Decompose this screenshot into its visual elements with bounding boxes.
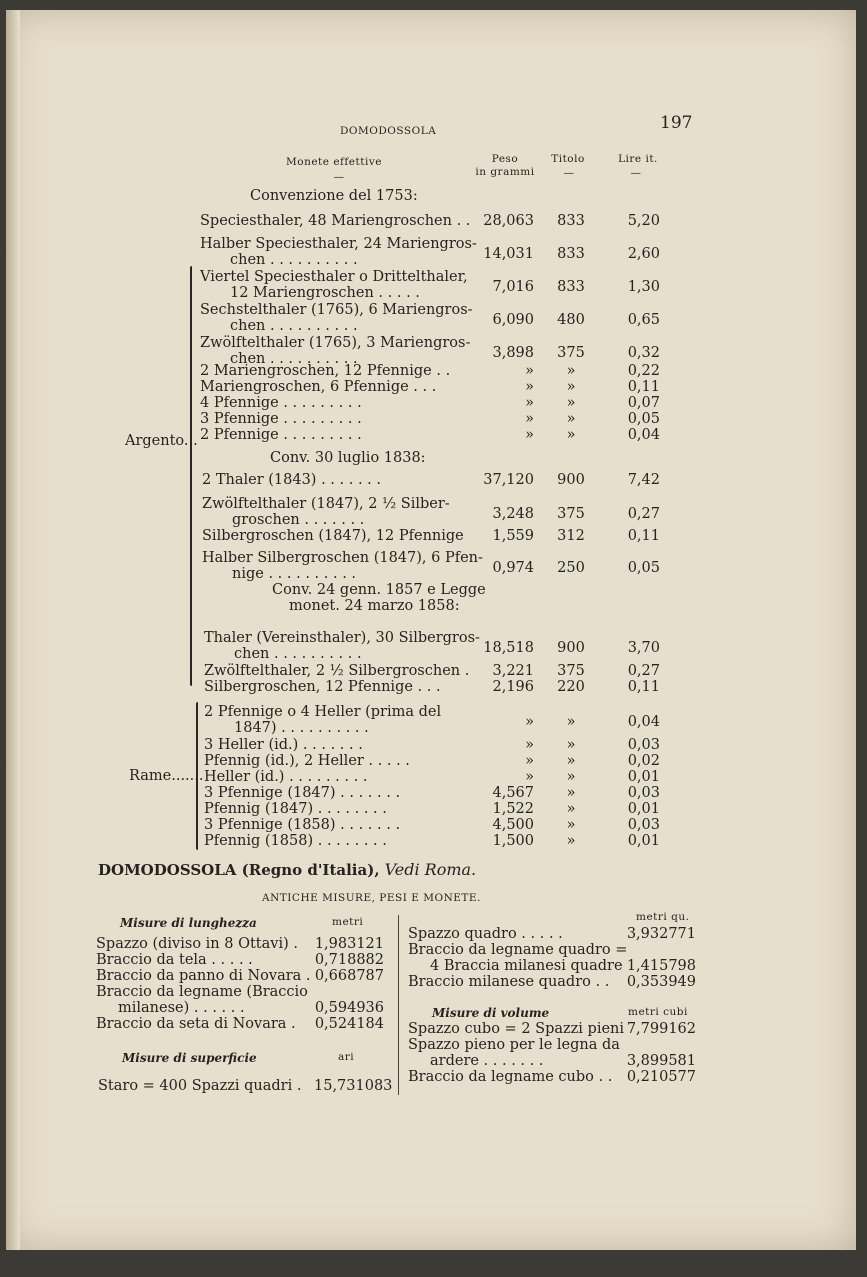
measure-value: 3,899581 bbox=[626, 1053, 696, 1069]
coin-value: 0,05 bbox=[627, 560, 660, 576]
coin-name: Speciesthaler, 48 Mariengroschen . . bbox=[200, 213, 471, 229]
coin-value: 1,30 bbox=[627, 279, 660, 295]
coin-name: Halber Speciesthaler, 24 Mariengros- bbox=[200, 236, 477, 252]
coin-fineness: 375 bbox=[557, 506, 585, 522]
coin-weight: » bbox=[525, 714, 534, 730]
coin-name: Sechstelthaler (1765), 6 Mariengros- bbox=[200, 302, 473, 318]
coin-fineness: 900 bbox=[557, 640, 585, 656]
measure-name-cont: ardere . . . . . . . bbox=[430, 1053, 544, 1069]
entry-heading bbox=[98, 862, 476, 878]
section-heading-1857-line1: Conv. 24 genn. 1857 e Legge bbox=[272, 582, 486, 598]
coin-weight: » bbox=[525, 737, 534, 753]
coin-name-cont: chen . . . . . . . . . . bbox=[230, 351, 358, 367]
entry-heading-bold: DOMODOSSOLA (Regno d'Italia), bbox=[98, 861, 380, 879]
surface-unit: ari bbox=[338, 1051, 355, 1063]
measure-name: Spazzo cubo = 2 Spazzi pieni bbox=[408, 1021, 625, 1037]
page-spine-shadow bbox=[6, 10, 20, 1250]
copper-brace bbox=[196, 702, 198, 850]
coin-name: Pfennig (1858) . . . . . . . . bbox=[204, 833, 387, 849]
coin-value: 0,65 bbox=[627, 312, 660, 328]
measure-name: Braccio da tela . . . . . bbox=[96, 952, 253, 968]
length-title: Misure di lunghezza bbox=[120, 916, 257, 930]
section-heading-1753: Convenzione del 1753: bbox=[250, 188, 418, 204]
coin-weight: 2,196 bbox=[492, 679, 534, 695]
measure-value: 3,932771 bbox=[626, 926, 696, 942]
group-label-silver: Argento... bbox=[125, 433, 198, 449]
coin-fineness: » bbox=[566, 363, 576, 379]
coin-weight: 28,063 bbox=[483, 213, 534, 229]
coin-weight: 0,974 bbox=[492, 560, 534, 576]
coin-name: Zwölftelthaler, 2 ½ Silbergroschen . bbox=[204, 663, 470, 679]
coin-name: Halber Silbergroschen (1847), 6 Pfen- bbox=[202, 550, 483, 566]
coin-name: Silbergroschen, 12 Pfennige . . . bbox=[204, 679, 441, 695]
coin-name: 2 Pfennige o 4 Heller (prima del bbox=[204, 704, 442, 720]
coin-value: 3,70 bbox=[627, 640, 660, 656]
coin-fineness: » bbox=[566, 737, 576, 753]
coin-fineness: » bbox=[566, 833, 576, 849]
measure-value: 0,524184 bbox=[314, 1016, 384, 1032]
coin-name: 2 Mariengroschen, 12 Pfennige . . bbox=[200, 363, 451, 379]
coin-weight: 6,090 bbox=[492, 312, 534, 328]
coin-value: 0,04 bbox=[627, 714, 660, 730]
col-header-value: Lire it. bbox=[618, 153, 658, 165]
coin-fineness: » bbox=[566, 817, 576, 833]
coin-fineness: » bbox=[566, 785, 576, 801]
coin-name-cont: 12 Mariengroschen . . . . . bbox=[230, 285, 420, 301]
coin-weight: » bbox=[525, 769, 534, 785]
coin-name-cont: 1847) . . . . . . . . . . bbox=[234, 720, 369, 736]
measure-name: Braccio da legname (Braccio bbox=[96, 984, 308, 1000]
coin-weight: » bbox=[525, 427, 534, 443]
coin-value: 0,01 bbox=[627, 769, 660, 785]
running-title: DOMODOSSOLA bbox=[340, 125, 437, 137]
coin-weight: » bbox=[525, 379, 534, 395]
col-header-weight: Peso bbox=[491, 153, 519, 165]
coin-name: Silbergroschen (1847), 12 Pfennige bbox=[202, 528, 464, 544]
coin-value: 0,32 bbox=[627, 345, 660, 361]
coin-fineness: » bbox=[566, 427, 576, 443]
coin-fineness: » bbox=[566, 714, 576, 730]
coin-name: Zwölftelthaler (1765), 3 Mariengros- bbox=[200, 335, 471, 351]
coin-name-cont: chen . . . . . . . . . . bbox=[234, 646, 362, 662]
coin-weight: 14,031 bbox=[483, 246, 534, 262]
coin-name: 3 Pfennige (1847) . . . . . . . bbox=[204, 785, 401, 801]
coin-value: 0,22 bbox=[627, 363, 660, 379]
measure-name: Braccio milanese quadro . . bbox=[408, 974, 610, 990]
col-header-fineness: Titolo bbox=[551, 153, 585, 165]
coin-name: Heller (id.) . . . . . . . . . bbox=[204, 769, 368, 785]
volume-unit: metri cubi bbox=[628, 1006, 688, 1018]
coin-weight: 1,522 bbox=[492, 801, 534, 817]
measure-value: 0,718882 bbox=[314, 952, 384, 968]
coin-value: 0,02 bbox=[627, 753, 660, 769]
coin-value: 5,20 bbox=[627, 213, 660, 229]
col-header-coins: Monete effettive bbox=[286, 156, 382, 168]
coin-value: 0,07 bbox=[627, 395, 660, 411]
measure-value: 0,210577 bbox=[626, 1069, 696, 1085]
measure-value: 0,594936 bbox=[314, 1000, 384, 1016]
coin-name: 2 Pfennige . . . . . . . . . bbox=[200, 427, 362, 443]
measure-value: 7,799162 bbox=[626, 1021, 696, 1037]
coin-name: 2 Thaler (1843) . . . . . . . bbox=[202, 472, 381, 488]
measure-name-cont: milanese) . . . . . . bbox=[118, 1000, 245, 1016]
coin-value: 0,05 bbox=[627, 411, 660, 427]
coin-weight: 18,518 bbox=[483, 640, 534, 656]
measure-name: Spazzo pieno per le legna da bbox=[408, 1037, 620, 1053]
coin-value: 0,11 bbox=[627, 528, 660, 544]
entry-heading-italic: Vedi Roma. bbox=[384, 860, 477, 879]
coin-value: 0,03 bbox=[627, 785, 660, 801]
silver-brace bbox=[190, 266, 192, 686]
coin-name: 3 Heller (id.) . . . . . . . bbox=[204, 737, 363, 753]
coin-value: 7,42 bbox=[627, 472, 660, 488]
coin-value: 0,01 bbox=[627, 801, 660, 817]
measure-value: 15,731083 bbox=[314, 1078, 393, 1094]
measure-value: 0,353949 bbox=[626, 974, 696, 990]
coin-name: Pfennig (id.), 2 Heller . . . . . bbox=[204, 753, 410, 769]
coin-value: 0,27 bbox=[627, 663, 660, 679]
measure-name: Braccio da legname cubo . . bbox=[408, 1069, 613, 1085]
measure-name: Braccio da seta di Novara . bbox=[96, 1016, 296, 1032]
measure-value: 1,415798 bbox=[626, 958, 696, 974]
coin-fineness: 833 bbox=[557, 279, 585, 295]
coin-weight: 1,500 bbox=[492, 833, 534, 849]
col-header-weight-sub: in grammi bbox=[475, 166, 535, 178]
measure-name: Spazzo quadro . . . . . bbox=[408, 926, 563, 942]
coin-value: 0,04 bbox=[627, 427, 660, 443]
coin-weight: 3,898 bbox=[492, 345, 534, 361]
measure-name: Braccio da panno di Novara . bbox=[96, 968, 311, 984]
group-label-copper: Rame....... bbox=[129, 768, 204, 784]
measure-value: 1,983121 bbox=[314, 936, 384, 952]
coin-fineness: 900 bbox=[557, 472, 585, 488]
coin-fineness: » bbox=[566, 395, 576, 411]
measure-name: Staro = 400 Spazzi quadri . bbox=[98, 1078, 302, 1094]
coin-fineness: 375 bbox=[557, 345, 585, 361]
coin-value: 0,03 bbox=[627, 817, 660, 833]
coin-value: 0,03 bbox=[627, 737, 660, 753]
coin-weight: » bbox=[525, 411, 534, 427]
coin-weight: 1,559 bbox=[492, 528, 534, 544]
coin-name: 4 Pfennige . . . . . . . . . bbox=[200, 395, 362, 411]
coin-weight: » bbox=[525, 753, 534, 769]
coin-name-cont: groschen . . . . . . . bbox=[232, 512, 365, 528]
coin-value: 2,60 bbox=[627, 246, 660, 262]
coin-name-cont: nige . . . . . . . . . . bbox=[232, 566, 357, 582]
coin-weight: » bbox=[525, 363, 534, 379]
measure-name-cont: 4 Braccia milanesi quadre bbox=[430, 958, 623, 974]
measure-value: 0,668787 bbox=[314, 968, 384, 984]
coin-fineness: » bbox=[566, 753, 576, 769]
coin-weight: 7,016 bbox=[492, 279, 534, 295]
coin-name: Viertel Speciesthaler o Drittelthaler, bbox=[200, 269, 468, 285]
coin-name: Zwölftelthaler (1847), 2 ½ Silber- bbox=[202, 496, 450, 512]
col-dash-coins: — bbox=[333, 171, 345, 183]
surface-title: Misure di superficie bbox=[122, 1051, 257, 1065]
coin-name: Mariengroschen, 6 Pfennige . . . bbox=[200, 379, 437, 395]
coin-name: Pfennig (1847) . . . . . . . . bbox=[204, 801, 387, 817]
coin-name-cont: chen . . . . . . . . . . bbox=[230, 318, 358, 334]
measure-name: Spazzo (diviso in 8 Ottavi) . bbox=[96, 936, 298, 952]
col-dash-fineness: — bbox=[563, 167, 575, 179]
coin-value: 0,27 bbox=[627, 506, 660, 522]
coin-fineness: 375 bbox=[557, 663, 585, 679]
column-divider bbox=[398, 915, 399, 1095]
coin-fineness: » bbox=[566, 769, 576, 785]
coin-value: 0,01 bbox=[627, 833, 660, 849]
coin-weight: 3,221 bbox=[492, 663, 534, 679]
coin-name: Thaler (Vereinsthaler), 30 Silbergros- bbox=[204, 630, 480, 646]
volume-title: Misure di volume bbox=[432, 1006, 550, 1020]
coin-weight: » bbox=[525, 395, 534, 411]
coin-fineness: 220 bbox=[557, 679, 585, 695]
coin-fineness: » bbox=[566, 411, 576, 427]
coin-weight: 4,567 bbox=[492, 785, 534, 801]
coin-fineness: 833 bbox=[557, 246, 585, 262]
coin-name: 3 Pfennige (1858) . . . . . . . bbox=[204, 817, 401, 833]
page-number: 197 bbox=[660, 113, 693, 133]
coin-name-cont: chen . . . . . . . . . . bbox=[230, 252, 358, 268]
coin-weight: 37,120 bbox=[483, 472, 534, 488]
book-page bbox=[6, 10, 856, 1250]
coin-fineness: 312 bbox=[557, 528, 585, 544]
area-unit: metri qu. bbox=[636, 911, 690, 923]
coin-fineness: 250 bbox=[557, 560, 585, 576]
coin-value: 0,11 bbox=[627, 679, 660, 695]
coin-fineness: 833 bbox=[557, 213, 585, 229]
coin-weight: 3,248 bbox=[492, 506, 534, 522]
coin-fineness: 480 bbox=[557, 312, 585, 328]
coin-fineness: » bbox=[566, 801, 576, 817]
measures-title: ANTICHE MISURE, PESI E MONETE. bbox=[262, 892, 481, 904]
measure-name: Braccio da legname quadro = bbox=[408, 942, 628, 958]
section-heading-1857-line2: monet. 24 marzo 1858: bbox=[289, 598, 460, 614]
col-dash-value: — bbox=[630, 167, 642, 179]
length-unit: metri bbox=[332, 916, 364, 928]
coin-weight: 4,500 bbox=[492, 817, 534, 833]
coin-fineness: » bbox=[566, 379, 576, 395]
coin-value: 0,11 bbox=[627, 379, 660, 395]
coin-name: 3 Pfennige . . . . . . . . . bbox=[200, 411, 362, 427]
section-heading-1838: Conv. 30 luglio 1838: bbox=[270, 450, 426, 466]
